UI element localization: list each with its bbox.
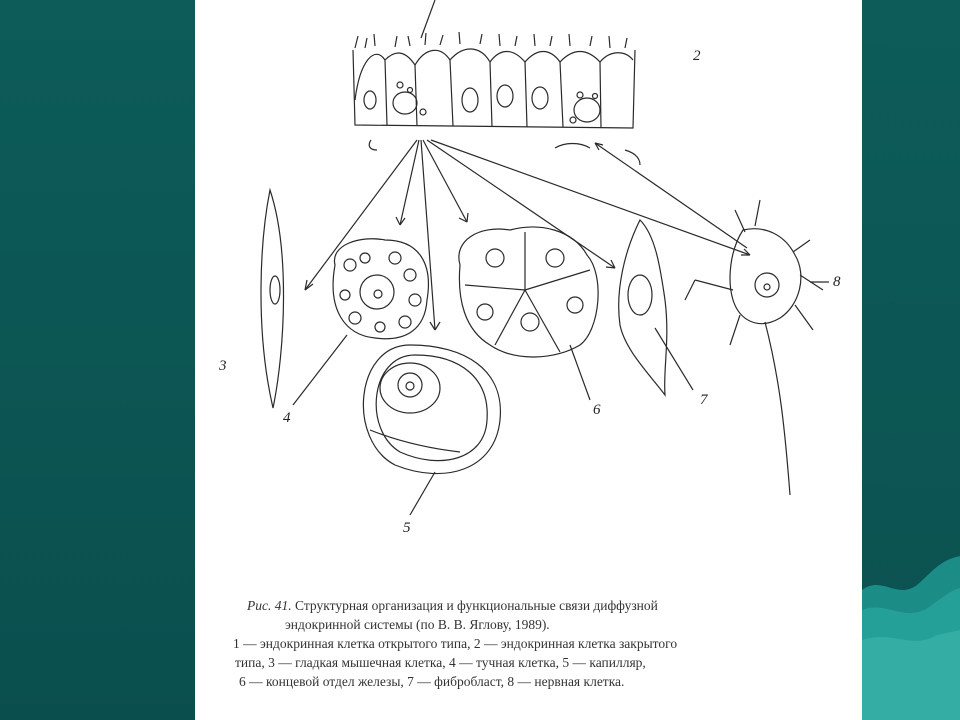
decorative-wave	[862, 0, 960, 720]
caption-line-1	[225, 596, 845, 615]
nerve-cell	[685, 200, 829, 495]
figure-page	[195, 0, 862, 720]
figure-caption	[225, 596, 845, 691]
smooth-muscle-cell	[261, 190, 284, 408]
caption-line-2: эндокринной системы (по В. В. Яглову, 1989).	[285, 617, 550, 632]
mast-cell	[293, 239, 428, 405]
caption-line-5: 6 — концевой отдел железы, 7 — фибробласт, 8 — нервная клетка.	[239, 674, 625, 689]
signal-arrows	[305, 140, 750, 330]
capillary	[363, 345, 500, 515]
caption-title-text: Структурная организация и функциональные связи диффузной	[295, 598, 658, 613]
label-8: 8	[833, 274, 841, 290]
caption-line-4: типа, 3 — гладкая мышечная клетка, 4 — тучная клетка, 5 — капилляр,	[235, 655, 646, 670]
label-3: 3	[219, 358, 227, 374]
label-4: 4	[283, 410, 291, 426]
label-5: 5	[403, 520, 411, 536]
epithelium-layer	[353, 0, 635, 128]
caption-fig-label: Рис. 41.	[247, 598, 292, 613]
label-2: 2	[693, 48, 701, 64]
right-border-panel	[862, 0, 960, 720]
fibroblast	[619, 220, 693, 395]
label-6: 6	[593, 402, 601, 418]
caption-line-3: 1 — эндокринная клетка открытого типа, 2 — эндокринная клетка закрытого	[233, 636, 678, 651]
label-7: 7	[700, 392, 708, 408]
gland-acinus	[459, 227, 598, 400]
left-border-panel	[0, 0, 195, 720]
